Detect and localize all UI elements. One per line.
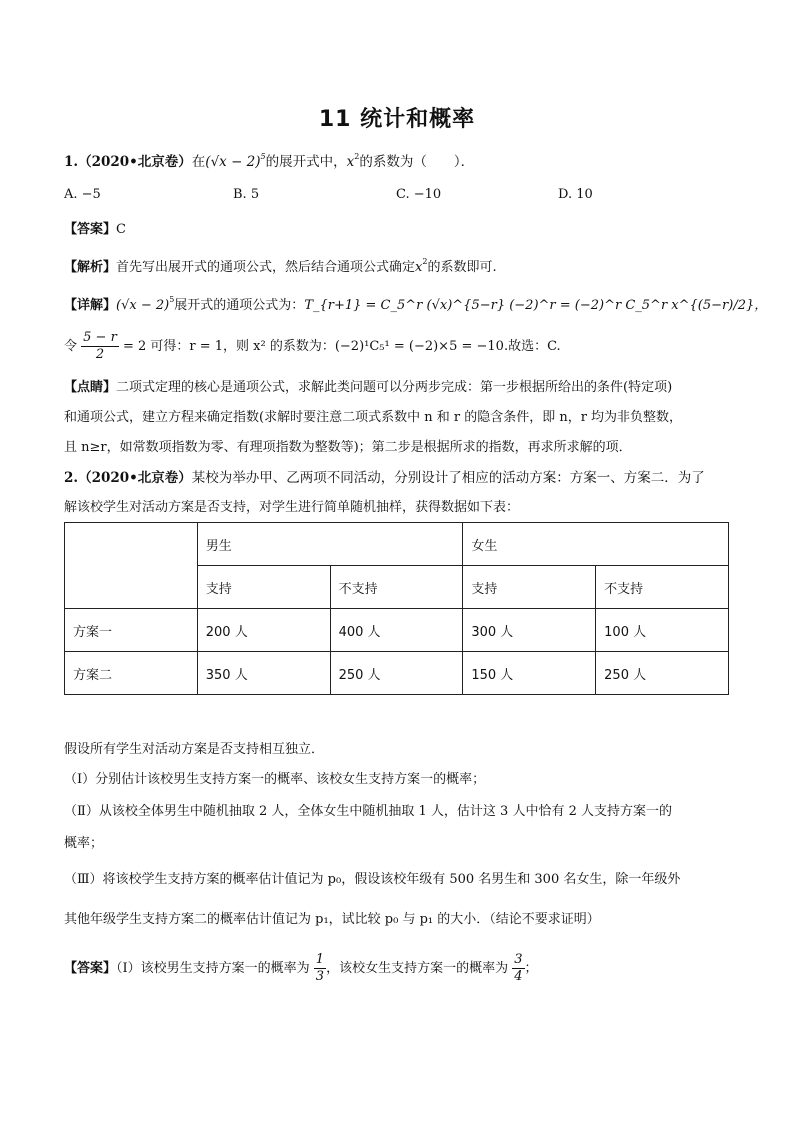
- question-number: 1.: [64, 154, 79, 170]
- table-cell: 250 人: [596, 652, 729, 695]
- answer-value: C: [116, 222, 126, 237]
- question-2-stem-line-2: 解该校学生对活动方案是否支持，对学生进行简单随机抽样，获得数据如下表：: [64, 500, 520, 515]
- option-c: C. −10: [396, 187, 442, 202]
- assumption: 假设所有学生对活动方案是否支持相互独立．: [64, 742, 325, 757]
- part-3: （Ⅲ）将该校学生支持方案的概率估计值记为 p₀，假设该校年级有 500 名男生和 300 名女生，除一年级外: [64, 872, 681, 887]
- table-corner-cell: [65, 523, 198, 609]
- expression: $(√x - 2)^5$: [205, 152, 266, 170]
- part-1: （Ⅰ）分别估计该校男生支持方案一的概率、该校女生支持方案一的概率；: [64, 772, 486, 787]
- question-number: 2.: [64, 470, 79, 486]
- tip-line-1: 【点睛】二项式定理的核心是通项公式，求解此类问题可以分两步完成：第一步根据所给出的条件(特定项): [64, 380, 673, 395]
- question-source: （2020•北京卷）: [78, 154, 192, 170]
- table-cell: 400 人: [330, 609, 463, 652]
- table-cell: 350 人: [197, 652, 330, 695]
- table-cell: 150 人: [463, 652, 596, 695]
- answer-2-line: 【答案】（Ⅰ）该校男生支持方案一的概率为 $\frac{1}{3}$ ，该校女生支持方案一的概率为 $\frac{3}{4}$ ；: [64, 952, 538, 984]
- table-cell: 300 人: [463, 609, 596, 652]
- header-male: 男生: [197, 523, 463, 566]
- table-cell: 100 人: [596, 609, 729, 652]
- fraction: $\frac{5 - r}{2}$: [83, 330, 117, 362]
- subheader-cell: 支持: [463, 566, 596, 609]
- table-cell: 250 人: [330, 652, 463, 695]
- part-2: （Ⅱ）从该校全体男生中随机抽取 2 人，全体女生中随机抽取 1 人，估计这 3 人中恰有 2 人支持方案一的: [64, 804, 672, 819]
- detail-line: 【详解】$(√x - 2)^5$展开式的通项公式为：T_{r+1} = C_5^r (√x)^{5−r} (−2)^r = (−2)^r C_5^r x^{(5−r)/2}，: [64, 295, 768, 313]
- row-label: 方案二: [65, 652, 198, 695]
- question-source: （2020•北京卷）: [78, 470, 192, 486]
- answer-line: 【答案】C: [64, 222, 126, 237]
- analysis-line: 【解析】首先写出展开式的通项公式，然后结合通项公式确定$x^2$的系数即可.: [64, 257, 497, 275]
- page-title: 11 统计和概率: [318, 107, 476, 132]
- subheader-cell: 支持: [197, 566, 330, 609]
- let-line: 令 $\frac{5 - r}{2}$ = 2 可得：r = 1，则 x² 的系数为：(−2)¹C₅¹ = (−2)×5 = −10.故选：C.: [64, 330, 561, 362]
- row-label: 方案一: [65, 609, 198, 652]
- subheader-cell: 不支持: [596, 566, 729, 609]
- tip-line-2: 和通项公式，建立方程来确定指数(求解时要注意二项式系数中 n 和 r 的隐含条件，即 n，r 均为非负整数，: [64, 410, 683, 425]
- option-b: B. 5: [233, 187, 260, 202]
- option-a: A. −5: [64, 187, 101, 202]
- part-2-cont: 概率；: [64, 836, 104, 851]
- survey-table: [64, 522, 729, 695]
- part-3-cont: 其他年级学生支持方案二的概率估计值记为 p₁，试比较 p₀ 与 p₁ 的大小．（结论不要求证明）: [64, 912, 600, 927]
- option-d: D. 10: [558, 187, 593, 202]
- fraction: $\frac{3}{4}$: [514, 952, 523, 984]
- tip-line-3: 且 n≥r，如常数项指数为零、有理项指数为整数等)；第二步是根据所求的指数，再求所求解的项．: [64, 440, 632, 455]
- subheader-cell: 不支持: [330, 566, 463, 609]
- fraction: $\frac{1}{3}$: [315, 952, 325, 984]
- table-cell: 200 人: [197, 609, 330, 652]
- table-row: [65, 652, 729, 695]
- general-term-formula: T_{r+1} = C_5^r (√x)^{5−r} (−2)^r = (−2)^r C_5^r x^{(5−r)/2}，: [304, 298, 768, 313]
- header-female: 女生: [463, 523, 729, 566]
- question-2-stem: 2.（2020•北京卷）某校为举办甲、乙两项不同活动，分别设计了相应的活动方案：方案一、方案二．为了: [64, 470, 705, 486]
- table-row: [65, 609, 729, 652]
- question-1-stem: 1.（2020•北京卷）在$(√x - 2)^5$的展开式中，$x^2$的系数为（ ）．: [64, 152, 475, 170]
